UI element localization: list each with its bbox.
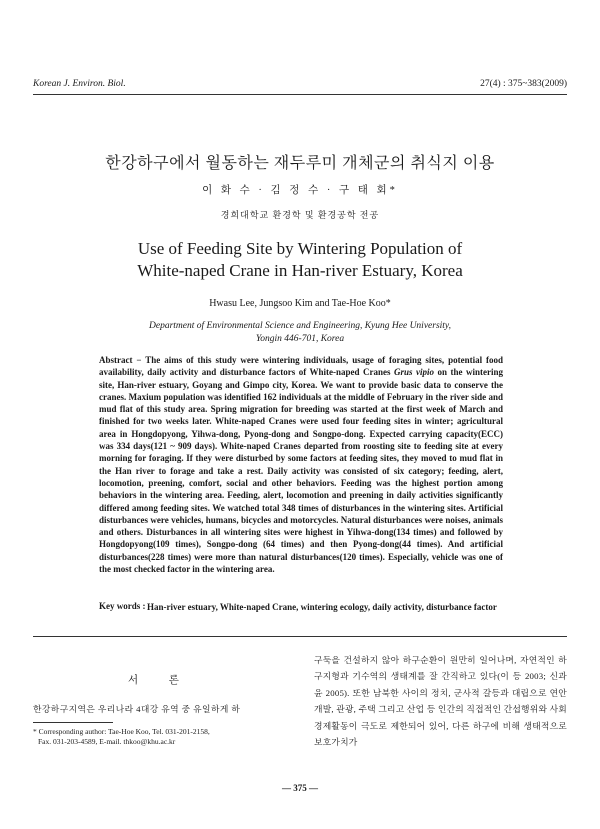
korean-title: 한강하구에서 월동하는 재두루미 개체군의 취식지 이용 bbox=[105, 155, 495, 172]
footnote-rule bbox=[33, 722, 113, 723]
section-heading: 서 론 bbox=[128, 675, 193, 686]
footnote-line-2: Fax. 031-203-4589, E-mail. thkoo@khu.ac.kr bbox=[38, 736, 176, 746]
keywords-label: Key words : bbox=[99, 601, 146, 611]
english-title-line-2: White-naped Crane in Han-river Estuary, Korea bbox=[137, 261, 463, 280]
korean-affiliation: 경희대학교 환경학 및 환경공학 전공 bbox=[220, 210, 380, 220]
korean-authors: 이 화 수 · 김 정 수 · 구 태 회* bbox=[202, 185, 398, 196]
english-title bbox=[0, 238, 600, 282]
affiliation-line-1: Department of Environmental Science and Engineering, Kyung Hee University, bbox=[149, 321, 451, 331]
footnote-line-1: * Corresponding author: Tae-Hoe Koo, Tel. 031-201-2158, bbox=[33, 727, 210, 736]
abstract bbox=[99, 354, 503, 575]
keywords-text: Han-river estuary, White-naped Crane, wintering ecology, daily activity, disturbance factor bbox=[147, 602, 497, 612]
corresponding-author-footnote bbox=[33, 727, 288, 746]
body-column-1: 한강하구지역은 우리나라 4대강 유역 중 유일하게 하 bbox=[33, 704, 241, 714]
journal-name: Korean J. Environ. Biol. bbox=[33, 79, 126, 89]
english-title-line-1: Use of Feeding Site by Wintering Population of bbox=[137, 239, 463, 258]
volume-info: 27(4) : 375~383(2009) bbox=[480, 79, 567, 89]
english-affiliation bbox=[0, 320, 600, 346]
body-column-2: 구둑을 건설하지 않아 하구순환이 원만히 일어나며, 자연적인 하구지형과 기수역의 생태계를 잘 간직하고 있다(이 등 2003; 신과 윤 2005). 또한 남북한 사이의 정치, 군사적 갈등과 대립으로 연안개발, 관광, 주택 그리고 산업 등 인간의 직접적인 간섭행위와 사회경제활동이 극도로 제한되어 있어, 다른 하구에 비해 생태적으로 보호가치가 bbox=[314, 655, 567, 748]
english-authors: Hwasu Lee, Jungsoo Kim and Tae-Hoe Koo* bbox=[209, 298, 391, 309]
affiliation-line-2: Yongin 446-701, Korea bbox=[255, 334, 345, 344]
section-rule bbox=[33, 636, 567, 637]
abstract-text-pre: − The aims of this study were wintering individuals, usage of foraging sites, potential food availability, daily activity and disturbance factors of White-naped Cranes bbox=[99, 355, 503, 378]
abstract-text-post: on the wintering site, Han-river estuary, Goyang and Gimpo city, Korea. We want to provide basic data to conserve the cranes. Maxium population was identified 162 individuals at the middle of February in the river side and mud flat of this study area. Spring migration for breeding was started at the first week of March and finished for two weeks later. White-naped Cranes were used four feeding sites in winter; agricultural area in Hongdopyong, Yihwa-dong, Pyong-dong and Songpo-dong. Expected carrying capacity(ECC) was 334 days(121 ~ 909 days). White-naped Cranes departed from roosting site to feeding site at every morning for foraging. If they were disturbed by some factors at feeding sites, they moved to mud flat in the Han river to forage and take a rest. Daily activity was consisted of six category; feeding, alert, locomotion, preening, comfort, social and other behaviors. Feeding was the highest portion among behaviors in the wintering area. Feeding, alert, locomotion and preening in daily activities significantly differed among feeding sites. We watched total 348 times of disturbances in the wintering sites. Artificial disturbances were vehicles, humans, bicycles and motorcycles. Natural disturbances were noises, animals and others. Disturbances in all wintering sites were highest in Yihwa-dong(134 times) and followed by Hongdopyong(109 times), Songpo-dong (64 times) and then Pyong-dong(44 times). And artificial disturbances(228 times) were more than natural disturbances(120 times). Especially, vehicle was one of the most checked factor in the wintering area. bbox=[99, 367, 504, 575]
species-name: Grus vipio bbox=[394, 367, 435, 378]
page-number: — 375 — bbox=[282, 783, 318, 793]
abstract-label: Abstract bbox=[99, 355, 133, 365]
header-rule bbox=[33, 94, 567, 95]
